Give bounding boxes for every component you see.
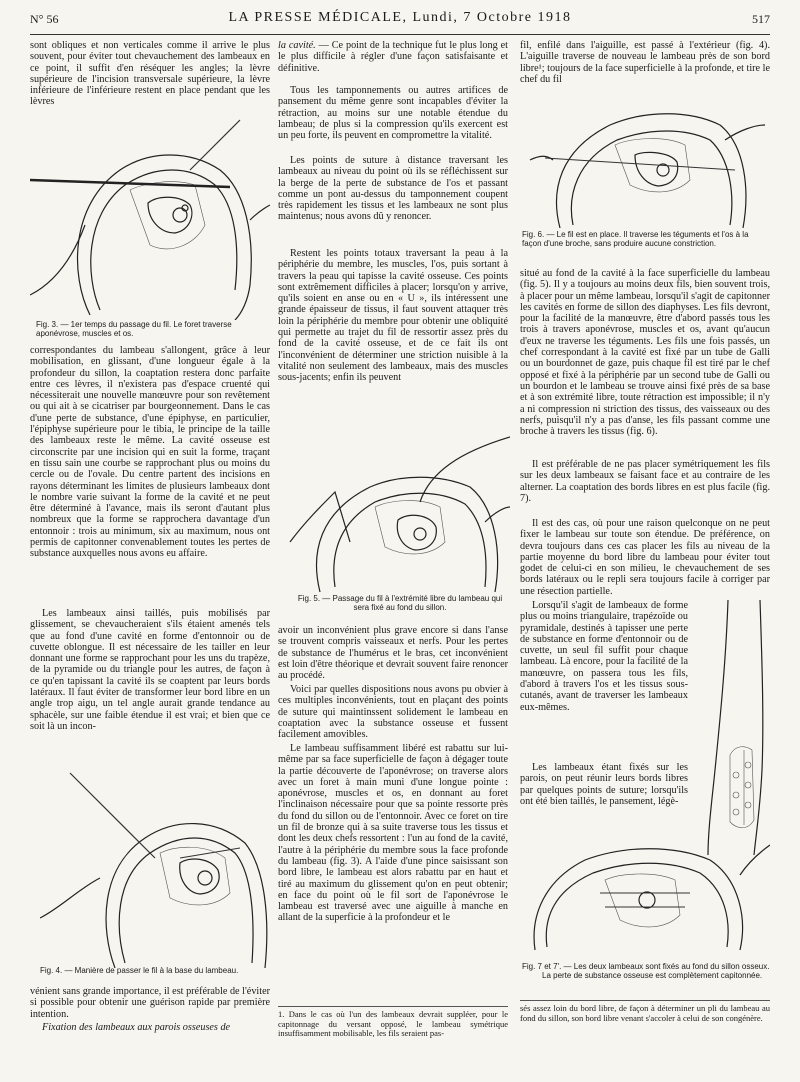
caption-text: Fig. 5. — Passage du fil à l'extrémité libre du lambeau qui sera fixé au fond du sillon.	[297, 594, 503, 612]
paragraph: sont obliques et non verticales comme il arrive le plus souvent, pour éviter tout chevauchement des lambeaux en ce point, il suffit d'en réséquer les angles; la lèvre supérieure de l'incision transversale supérieure, la lèvre inférieure de l'inférieure restent en place pendant que les lèvres	[30, 40, 270, 108]
paragraph: Les points de suture à distance traversant les lambeaux au niveau du point où ils se réfléchissent sur la berge de la perte de substance de l'os et passant comme un pont au-dessus du tamponnement coupent très rapidement les tissus et les lambeaux ne sont plus maintenus; nous avons dû y renoncer.	[278, 155, 508, 223]
col1-mid-text	[30, 345, 270, 607]
section-title: Fixation des lambeaux aux parois osseuses de	[42, 1022, 231, 1033]
paragraph: Lorsqu'il s'agit de lambeaux de forme plus ou moins triangulaire, trapézoïde ou pyramidale, destinés à tapisser une perte de substance en forme d'entonnoir ou de cuvette, un seul fil suffit pour chaque lambeau. Là encore, pour la facilité de la manœuvre, on passera tous les fils, d'abord à travers l'os et les tissus sous-cutanés, avant de traverser les lambeaux eux-mêmes.	[520, 600, 688, 713]
figure-7	[525, 835, 770, 960]
col3-p1	[520, 268, 770, 458]
page-number: 517	[752, 12, 770, 26]
paragraph: situé au fond de la cavité à la face superficielle du lambeau (fig. 5). Il y a toujours au moins deux fils, bien souvent trois, à placer pour un même lambeau, lorsqu'il s'agit de capitonner les cavités en forme de sillon des diaphyses. Les fils devront, pour la facilité de la manœuvre, être d'abord passés tous les trois à travers aponévrose, muscles et os, avant qu'aucun d'eux ne traverse les téguments. Les fils une fois passés, un chef correspondant à la cavité est fixé par un tube de Galli ou un bourdonnet de gaze, puis chaque fil est tiré par le chef opposé et fixé à la périphérie par un second tube de Galli ou un bourdon et le lambeau se trouve ainsi fixé près de sa base et à son extrémité libre, toute rétraction est impossible; il n'y a ni compression ni striction des tissus, des vaisseaux ou des nerfs, puisqu'il n'y a pas d'anse, les fils passant comme une broche à travers les tissus (fig. 6).	[520, 268, 770, 438]
caption-text: Fig. 7 et 7'. — Les deux lambeaux sont fixés au fond du sillon osseux.	[522, 962, 770, 971]
paragraph: Voici par quelles dispositions nous avons pu obvier à ces multiples inconvénients, tout en plaçant des points de suture qui maintinssent solidement le lambeau en coaptation avec la substance osseuse et fussent facilement amovibles.	[278, 684, 508, 741]
col3-p3	[520, 518, 770, 598]
caption-text: La perte de substance osseuse est complètement capitonnée.	[542, 971, 763, 980]
caption-text: Fig. 3. — 1er temps du passage du fil. Le foret traverse aponévrose, muscles et os.	[36, 320, 232, 338]
col3-top-text	[520, 40, 770, 98]
caption-text: Fig. 4. — Manière de passer le fil à la base du lambeau.	[40, 966, 239, 975]
col1-top-text	[30, 40, 270, 126]
figure-7-prime	[690, 600, 772, 855]
paragraph: Il est préférable de ne pas placer symétriquement les fils sur les deux lambeaux se faisant face et au contraire de les alterner. La coaptation des bords libres en est plus facile (fig. 7).	[520, 459, 770, 504]
paragraph: correspondantes du lambeau s'allongent, grâce à leur mobilisation, en glissant, d'une longueur égale à la profondeur du sillon, la coaptation restera donc parfaite entre ces lèvres, il n'existera pas d'espace cruenté qui nécessiterait une nouvelle manœuvre pour son revêtement ou qui ait à se cicatriser par bourgeonnement. Dans le cas d'une perte de substance, d'une épiphyse, en particulier, l'épiphyse supérieure pour le tibia, le principe de la taille des lambeaux reste le même. La cavité osseuse est circonscrite par une incision qui en suit la forme, traçant en tissu sain une courbe se rapprochant plus ou moins du cercle ou de l'ovale. Du centre partent des incisions en rayons déterminant les limites de plusieurs lambeaux dont le nombre varie suivant la forme de la cavité et ne peut être déterminé à l'avance, mais ils seront d'autant plus nombreux que la forme se rapprochera davantage d'un entonnoir : trois au minimum, six au maximum, nous ont permis de capitonner convenablement toutes les pertes de substance auxquelles nous avons eu affaire.	[30, 345, 270, 560]
fig7-caption	[522, 962, 770, 980]
fig6-caption	[522, 230, 770, 248]
fig4-caption	[40, 966, 270, 975]
journal-title: LA PRESSE MÉDICALE, Lundi, 7 Octobre 1918	[228, 10, 572, 25]
col2-p3	[278, 155, 508, 247]
paragraph: Les lambeaux étant fixés sur les parois, on peut réunir leurs bords libres par quelques points de suture; lorsqu'ils ont été bien taillés, le pansement, légè-	[520, 762, 688, 807]
col2-p5	[278, 625, 508, 683]
figure-6	[525, 100, 765, 228]
paragraph: Restent les points totaux traversant la peau à la périphérie du membre, les muscles, l'os, puis sortant à travers la peau qui tapisse la cavité osseuse. Ces points sont extrêmement difficiles à placer; lorsqu'on y arrive, qu'ils soient en anse ou en « U », ils intéressent une grande épaisseur de tissus, il faut souvent attaquer très loin la périphérie du membre pour obtenir une obliquité qui permette au trajet du fil de ressortir assez près du fond de la cavité osseuse, et de ce fait ils ont l'inconvénient de déterminer une striction nuisible à la vitalité non seulement des lambeaux, mais des muscles sous-jacents; enfin ils peuvent	[278, 248, 508, 384]
paragraph: fil, enfilé dans l'aiguille, est passé à l'extérieur (fig. 4). L'aiguille traverse de nouveau le lambeau près de son bord libre¹; toujours de la face superficielle à la profonde, et tire le chef du fil	[520, 40, 770, 85]
footnote-rule-2	[520, 1000, 770, 1001]
fig3-caption	[36, 320, 268, 338]
col2-p2	[278, 85, 508, 154]
col2-p4	[278, 248, 508, 430]
figure-5	[280, 432, 510, 592]
col1-bottom-italic	[30, 1022, 270, 1036]
col2-top-text	[278, 40, 508, 84]
figure-3	[30, 115, 270, 320]
page-header	[30, 8, 770, 32]
paragraph	[278, 40, 508, 74]
issue-number: N° 56	[30, 12, 59, 26]
col3-p4	[520, 600, 688, 760]
col3-footnote	[520, 1004, 770, 1034]
header-rule	[30, 34, 770, 35]
paragraph: vénient sans grande importance, il est préférable de l'éviter si possible pour obtenir une guérison rapide par première intention.	[30, 986, 270, 1020]
footnote-text: sés assez loin du bord libre, de façon à déterminer un pli du lambeau au fond du sillon, son bord libre venant s'accoler à celui de son congénère.	[520, 1003, 770, 1023]
paragraph: avoir un inconvénient plus grave encore si dans l'anse se trouvent compris vaisseaux et nerfs. Pour les pertes de substance de l'humérus et le bras, cet inconvénient est loin d'être théorique et devrait souvent faire renoncer au procédé.	[278, 625, 508, 682]
paragraph: Les lambeaux ainsi taillés, puis mobilisés par glissement, se chevaucheraient s'ils étaient amenés tels que au fond d'une cavité en forme d'entonnoir ou de cuvette oblongue. Il est nécessaire de les tailler en leur donnant une forme se rapprochant pour les uns du trapèze, de la pyramide ou du triangle pour les autres, de façon à ce qu'en tapissant la cavité ils se coaptent par leurs bords latéraux. Il faut éviter de transformer leur bord libre en un angle trop aigu, un tel angle aurait grande tendance au sphacèle, sur une faible étendue il est vrai; et bien que ce soit là un incon-	[30, 608, 270, 732]
paragraph: Tous les tamponnements ou autres artifices de pansement du même genre sont incapables d'éviter la rétraction, au moins sur une notable étendue du lambeau; de plus si la compression qu'ils exercent est un peu forte, ils peuvent en compromettre la vitalité.	[278, 85, 508, 142]
figure-4	[40, 758, 270, 968]
paragraph: Il est des cas, où pour une raison quelconque on ne peut fixer le lambeau sur toute son étendue. De préférence, on devra toujours dans ces cas placer les fils au niveau de la partie moyenne du bord libre du lambeau pour éviter tout godet de celui-ci en son milieu, le chevauchement de ses bords latéraux ou le repli sera toujours facile à corriger par une résection partielle.	[520, 518, 770, 597]
col1-mid-text2	[30, 608, 270, 750]
fig5-caption	[290, 594, 510, 612]
col3-p5	[520, 762, 688, 832]
footnote-rule	[278, 1006, 508, 1007]
col2-p7	[278, 743, 508, 1001]
italic-lead: la cavité.	[278, 40, 316, 51]
col2-footnote	[278, 1010, 508, 1040]
text: — Ce point de la technique fut le plus long et le plus difficile à régler d'une façon satisfaisante et définitive.	[278, 40, 508, 74]
col1-bottom-text	[30, 986, 270, 1022]
footnote-text: 1. Dans le cas où l'un des lambeaux devrait suppléer, pour le capitonnage du versant opposé, le lambeau symétrique insuffisamment mobilisable, les fils seraient pas-	[278, 1009, 508, 1038]
col3-p2	[520, 459, 770, 517]
paragraph: Le lambeau suffisamment libéré est rabattu sur lui-même par sa face superficielle de façon à dégager toute la partie découverte de l'aponévrose; on traverse alors avec un foret à main muni d'une longue pointe : aponévrose, muscles et os, en donnant au foret l'inclinaison nécessaire pour que sa pointe ressorte près du fond du sillon ou de l'entonnoir. Avec ce foret on tire un fil de bronze qui à sa suite traverse tous les tissus et dont les deux chefs ressortent : l'un au fond de la cavité, l'autre à la périphérie du membre sous la face profonde du lambeau (fig. 3). A l'aide d'une pince saisissant son bord libre, le lambeau est alors rabattu par en haut et tiré au maximum du glissement qu'on en peut obtenir; en face du point où le fil sort de l'aponévrose le lambeau est traversé avec une aiguille à manche en allant de la superficie à la profondeur et le	[278, 743, 508, 924]
caption-text: Fig. 6. — Le fil est en place. Il traverse les téguments et l'os à la façon d'une broche, sans produire aucune constriction.	[522, 230, 749, 248]
col2-p6	[278, 684, 508, 742]
